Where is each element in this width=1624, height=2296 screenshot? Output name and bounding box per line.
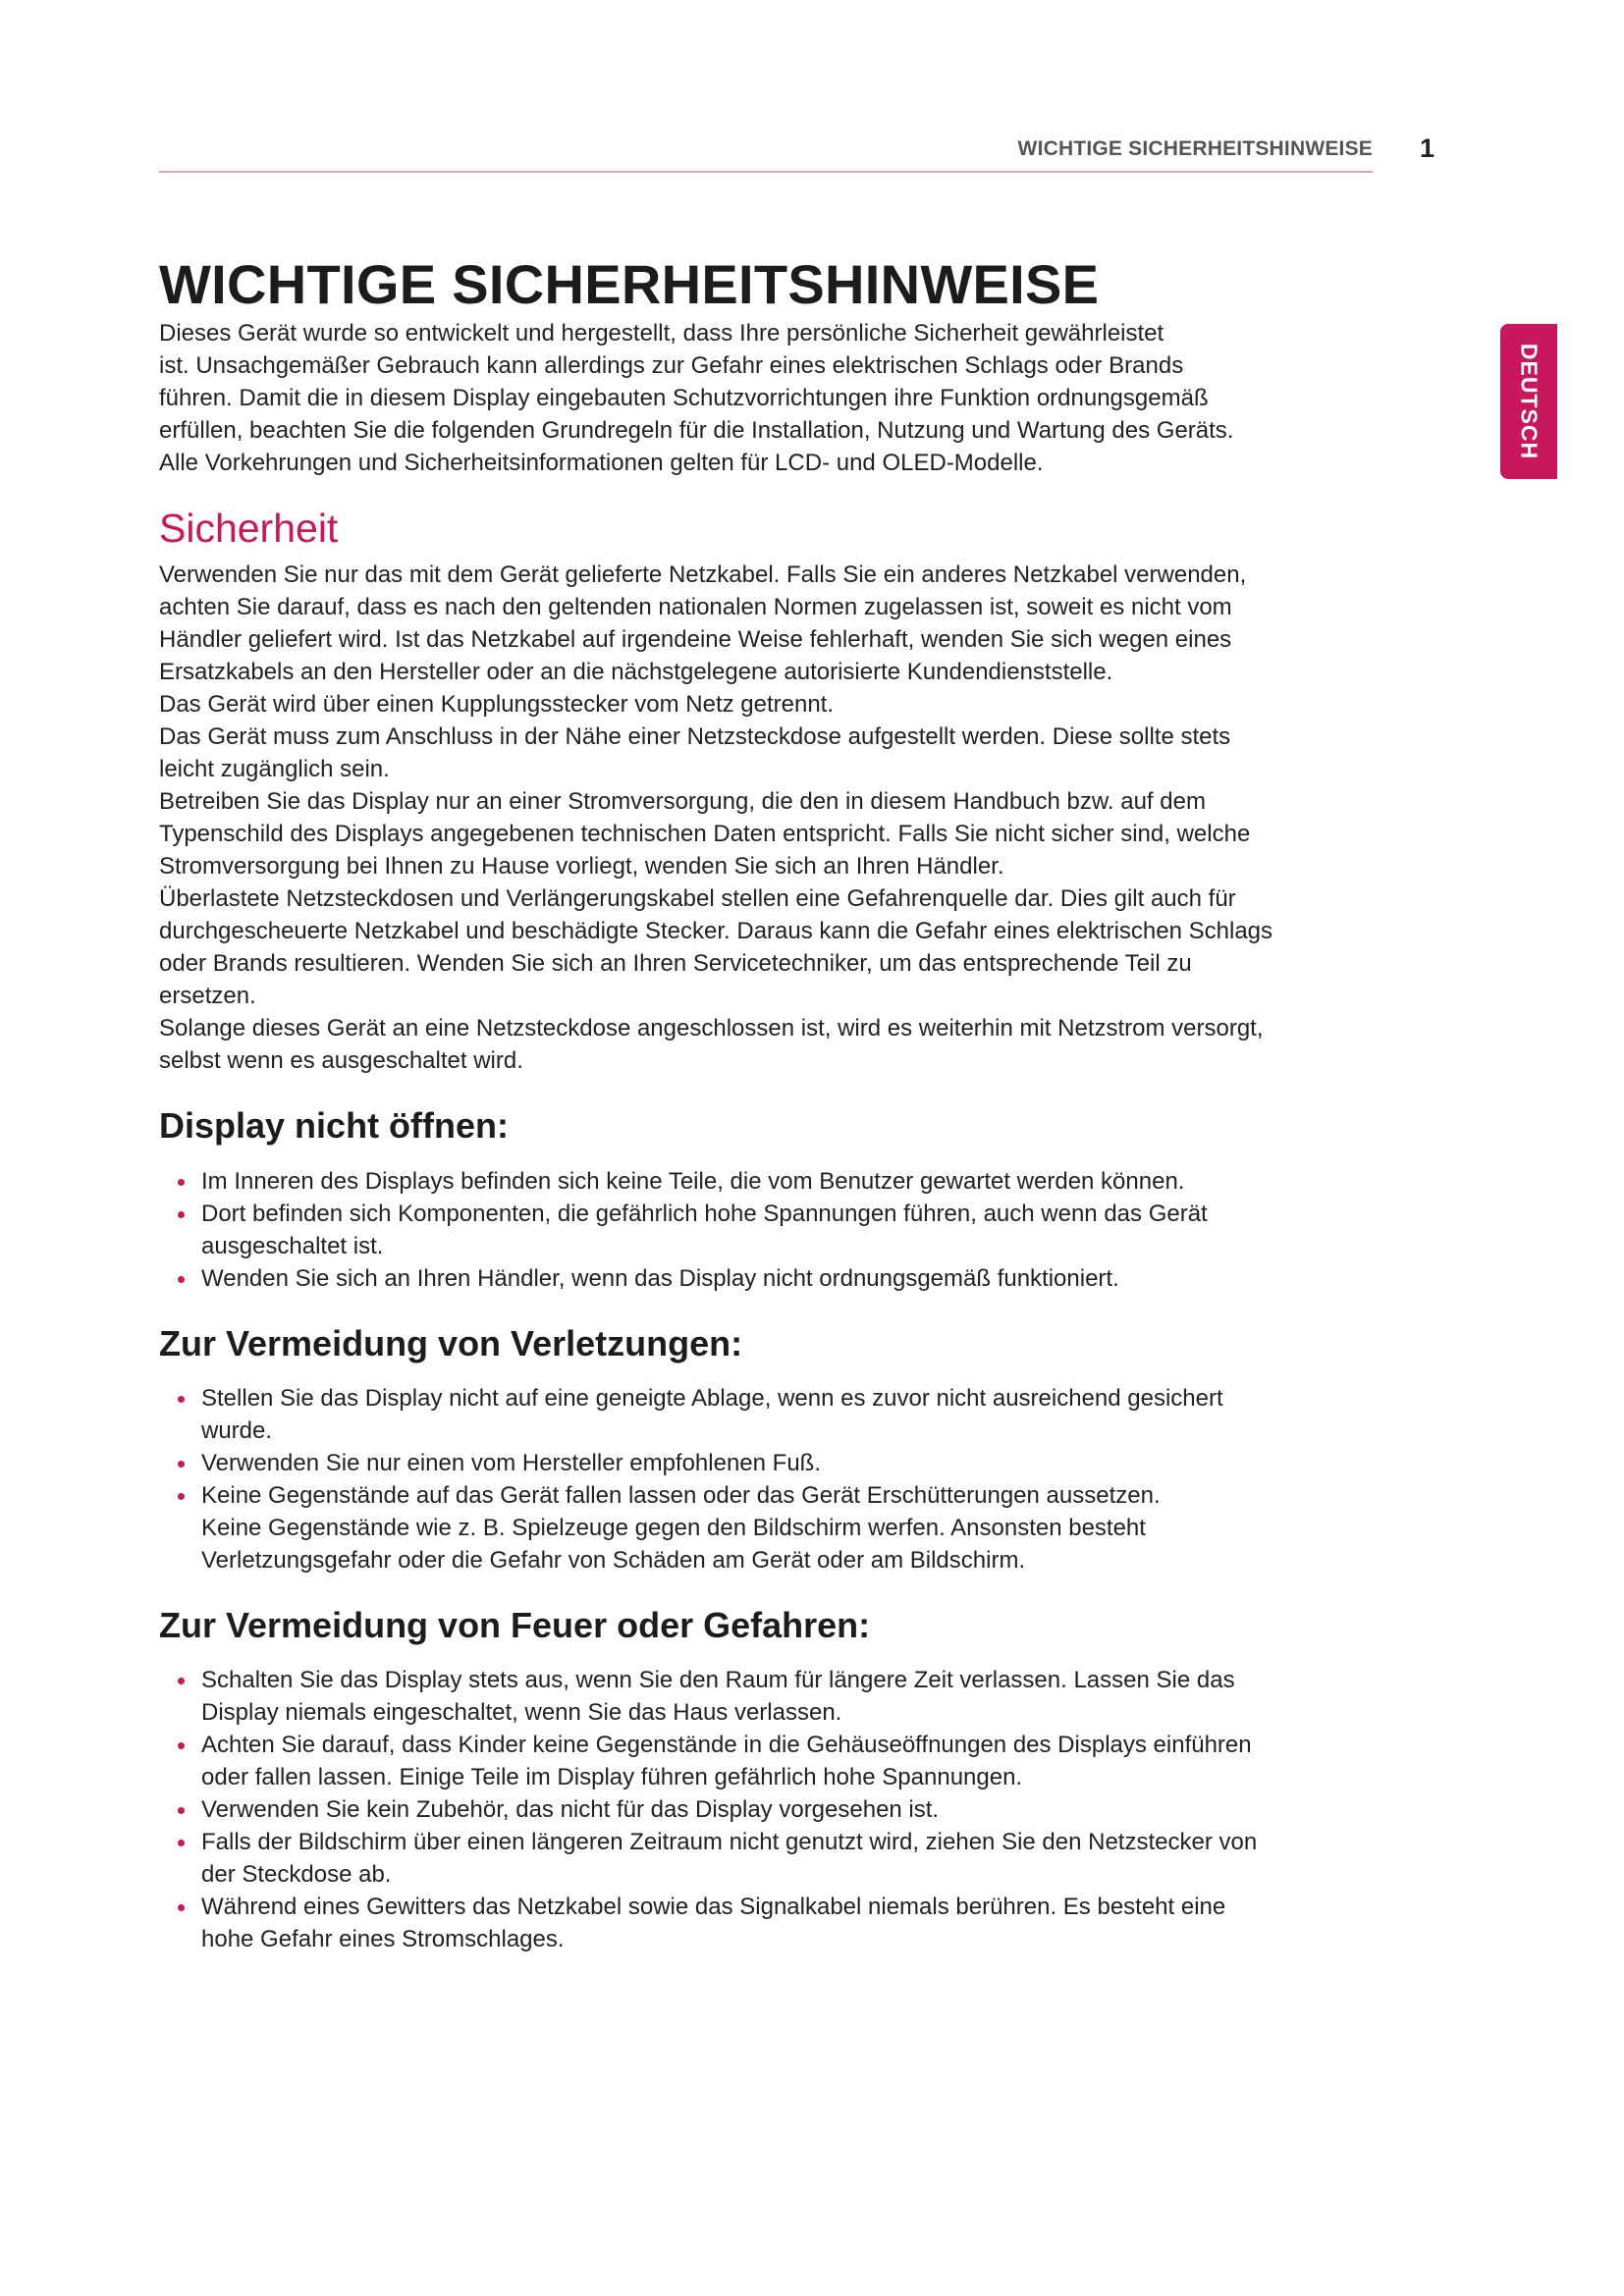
- text-line: Keine Gegenstände auf das Gerät fallen lassen oder das Gerät Erschütterungen aussetzen.: [201, 1481, 1161, 1509]
- bullet-list-display-nicht-oeffnen: [159, 1165, 1435, 1295]
- text-line: Händler geliefert wird. Ist das Netzkabel auf irgendeine Weise fehlerhaft, wenden Sie sich wegen eines: [159, 626, 1232, 654]
- text-line: Schalten Sie das Display stets aus, wenn Sie den Raum für längere Zeit verlassen. Lassen Sie das: [201, 1666, 1235, 1693]
- bullet-icon: [178, 1493, 185, 1500]
- bullet-icon: [178, 1742, 185, 1749]
- bullet-icon: [178, 1461, 185, 1468]
- text-line: Im Inneren des Displays befinden sich keine Teile, die vom Benutzer gewartet werden können.: [201, 1167, 1185, 1195]
- text-line: führen. Damit die in diesem Display eingebauten Schutzvorrichtungen ihre Funktion ordnungsgemäß: [159, 385, 1209, 412]
- page-number: 1: [1420, 133, 1435, 163]
- main-title: WICHTIGE SICHERHEITSHINWEISE: [159, 253, 1100, 315]
- list-item: [159, 1262, 1435, 1295]
- section-title-feuer-gefahren: Zur Vermeidung von Feuer oder Gefahren:: [159, 1604, 871, 1645]
- text-line: Falls der Bildschirm über einen längeren Zeitraum nicht genutzt wird, ziehen Sie den Netzstecker von: [201, 1828, 1258, 1855]
- section-title-sicherheit: Sicherheit: [159, 506, 339, 552]
- text-line: selbst wenn es ausgeschaltet wird.: [159, 1047, 523, 1075]
- text-line: Während eines Gewitters das Netzkabel sowie das Signalkabel niemals berühren. Es besteht eine: [201, 1893, 1226, 1920]
- page-header: [159, 135, 1373, 173]
- text-line: Verwenden Sie kein Zubehör, das nicht für das Display vorgesehen ist.: [201, 1795, 940, 1823]
- bullet-icon: [178, 1678, 185, 1684]
- text-line: Betreiben Sie das Display nur an einer Stromversorgung, die den in diesem Handbuch bzw. auf dem: [159, 788, 1206, 816]
- text-line: Ersatzkabels an den Hersteller oder an die nächstgelegene autorisierte Kundendienststelle.: [159, 659, 1113, 686]
- list-item: [159, 1826, 1435, 1891]
- section-title-display-nicht-oeffnen: Display nicht öffnen:: [159, 1105, 510, 1147]
- text-line: Solange dieses Gerät an eine Netzsteckdose angeschlossen ist, wird es weiterhin mit Netzstrom versorgt,: [159, 1015, 1264, 1042]
- text-line: Stellen Sie das Display nicht auf eine geneigte Ablage, wenn es zuvor nicht ausreichend gesichert: [201, 1384, 1223, 1412]
- text-line: Typenschild des Displays angegebenen technischen Daten entspricht. Falls Sie nicht sicher sind, welche: [159, 821, 1251, 848]
- text-line: ersetzen.: [159, 983, 256, 1010]
- intro-paragraph: [159, 317, 1435, 479]
- text-line: Achten Sie darauf, dass Kinder keine Gegenstände in die Gehäuseöffnungen des Displays einführen: [201, 1731, 1252, 1758]
- text-line: Verwenden Sie nur das mit dem Gerät gelieferte Netzkabel. Falls Sie ein anderes Netzkabel verwenden,: [159, 561, 1247, 589]
- text-line: Alle Vorkehrungen und Sicherheitsinformationen gelten für LCD- und OLED-Modelle.: [159, 450, 1044, 477]
- text-line: Keine Gegenstände wie z. B. Spielzeuge gegen den Bildschirm werfen. Ansonsten besteht: [201, 1514, 1146, 1541]
- bullet-icon: [178, 1396, 185, 1403]
- text-line: Verwenden Sie nur einen vom Hersteller empfohlenen Fuß.: [201, 1449, 822, 1476]
- list-item: [159, 1793, 1435, 1826]
- safety-paragraph: [159, 559, 1435, 1077]
- section-title-verletzungen: Zur Vermeidung von Verletzungen:: [159, 1322, 743, 1363]
- text-line: der Steckdose ab.: [201, 1860, 392, 1888]
- text-line: Überlastete Netzsteckdosen und Verlängerungskabel stellen eine Gefahrenquelle dar. Dies gilt auch für: [159, 885, 1236, 913]
- language-tab-label: DEUTSCH: [1516, 343, 1543, 460]
- text-line: Das Gerät wird über einen Kupplungsstecker vom Netz getrennt.: [159, 691, 835, 719]
- list-item: [159, 1198, 1435, 1262]
- text-line: Wenden Sie sich an Ihren Händler, wenn das Display nicht ordnungsgemäß funktioniert.: [201, 1264, 1119, 1292]
- text-line: durchgescheuerte Netzkabel und beschädigte Stecker. Daraus kann die Gefahr eines elektrischen Schlags: [159, 918, 1273, 945]
- bullet-icon: [178, 1179, 185, 1186]
- text-line: Verletzungsgefahr oder die Gefahr von Schäden am Gerät oder am Bildschirm.: [201, 1546, 1026, 1574]
- list-item: [159, 1664, 1435, 1729]
- bullet-list-verletzungen: [159, 1382, 1435, 1576]
- list-item: [159, 1382, 1435, 1447]
- text-line: Display niemals eingeschaltet, wenn Sie das Haus verlassen.: [201, 1698, 842, 1726]
- header-title: WICHTIGE SICHERHEITSHINWEISE: [1017, 137, 1373, 160]
- text-line: wurde.: [201, 1416, 273, 1444]
- text-line: oder Brands resultieren. Wenden Sie sich an Ihren Servicetechniker, um das entsprechende Teil zu: [159, 950, 1192, 978]
- language-tab: [1500, 324, 1557, 479]
- text-line: erfüllen, beachten Sie die folgenden Grundregeln für die Installation, Nutzung und Wartung des Geräts.: [159, 417, 1234, 445]
- text-line: Stromversorgung bei Ihnen zu Hause vorliegt, wenden Sie sich an Ihren Händler.: [159, 853, 1004, 881]
- bullet-icon: [178, 1904, 185, 1911]
- text-line: ist. Unsachgemäßer Gebrauch kann allerdings zur Gefahr eines elektrischen Schlags oder Brands: [159, 352, 1184, 380]
- text-line: achten Sie darauf, dass es nach den geltenden nationalen Normen zugelassen ist, soweit es nicht vom: [159, 594, 1232, 621]
- text-line: Dort befinden sich Komponenten, die gefährlich hohe Spannungen führen, auch wenn das Gerät: [201, 1200, 1208, 1227]
- text-line: oder fallen lassen. Einige Teile im Display führen gefährlich hohe Spannungen.: [201, 1763, 1023, 1790]
- text-line: ausgeschaltet ist.: [201, 1232, 384, 1259]
- bullet-icon: [178, 1807, 185, 1814]
- list-item: [159, 1729, 1435, 1793]
- text-line: hohe Gefahr eines Stromschlages.: [201, 1925, 565, 1952]
- list-item: [159, 1891, 1435, 1955]
- list-item: [159, 1165, 1435, 1198]
- text-line: Das Gerät muss zum Anschluss in der Nähe einer Netzsteckdose aufgestellt werden. Diese sollte stets: [159, 723, 1231, 751]
- bullet-icon: [178, 1276, 185, 1283]
- bullet-icon: [178, 1840, 185, 1846]
- list-item: [159, 1447, 1435, 1479]
- text-line: leicht zugänglich sein.: [159, 756, 390, 783]
- document-content: [159, 251, 1435, 1955]
- bullet-list-feuer-gefahren: [159, 1664, 1435, 1955]
- list-item: [159, 1479, 1435, 1576]
- bullet-icon: [178, 1211, 185, 1218]
- text-line: Dieses Gerät wurde so entwickelt und hergestellt, dass Ihre persönliche Sicherheit gewährleistet: [159, 320, 1164, 347]
